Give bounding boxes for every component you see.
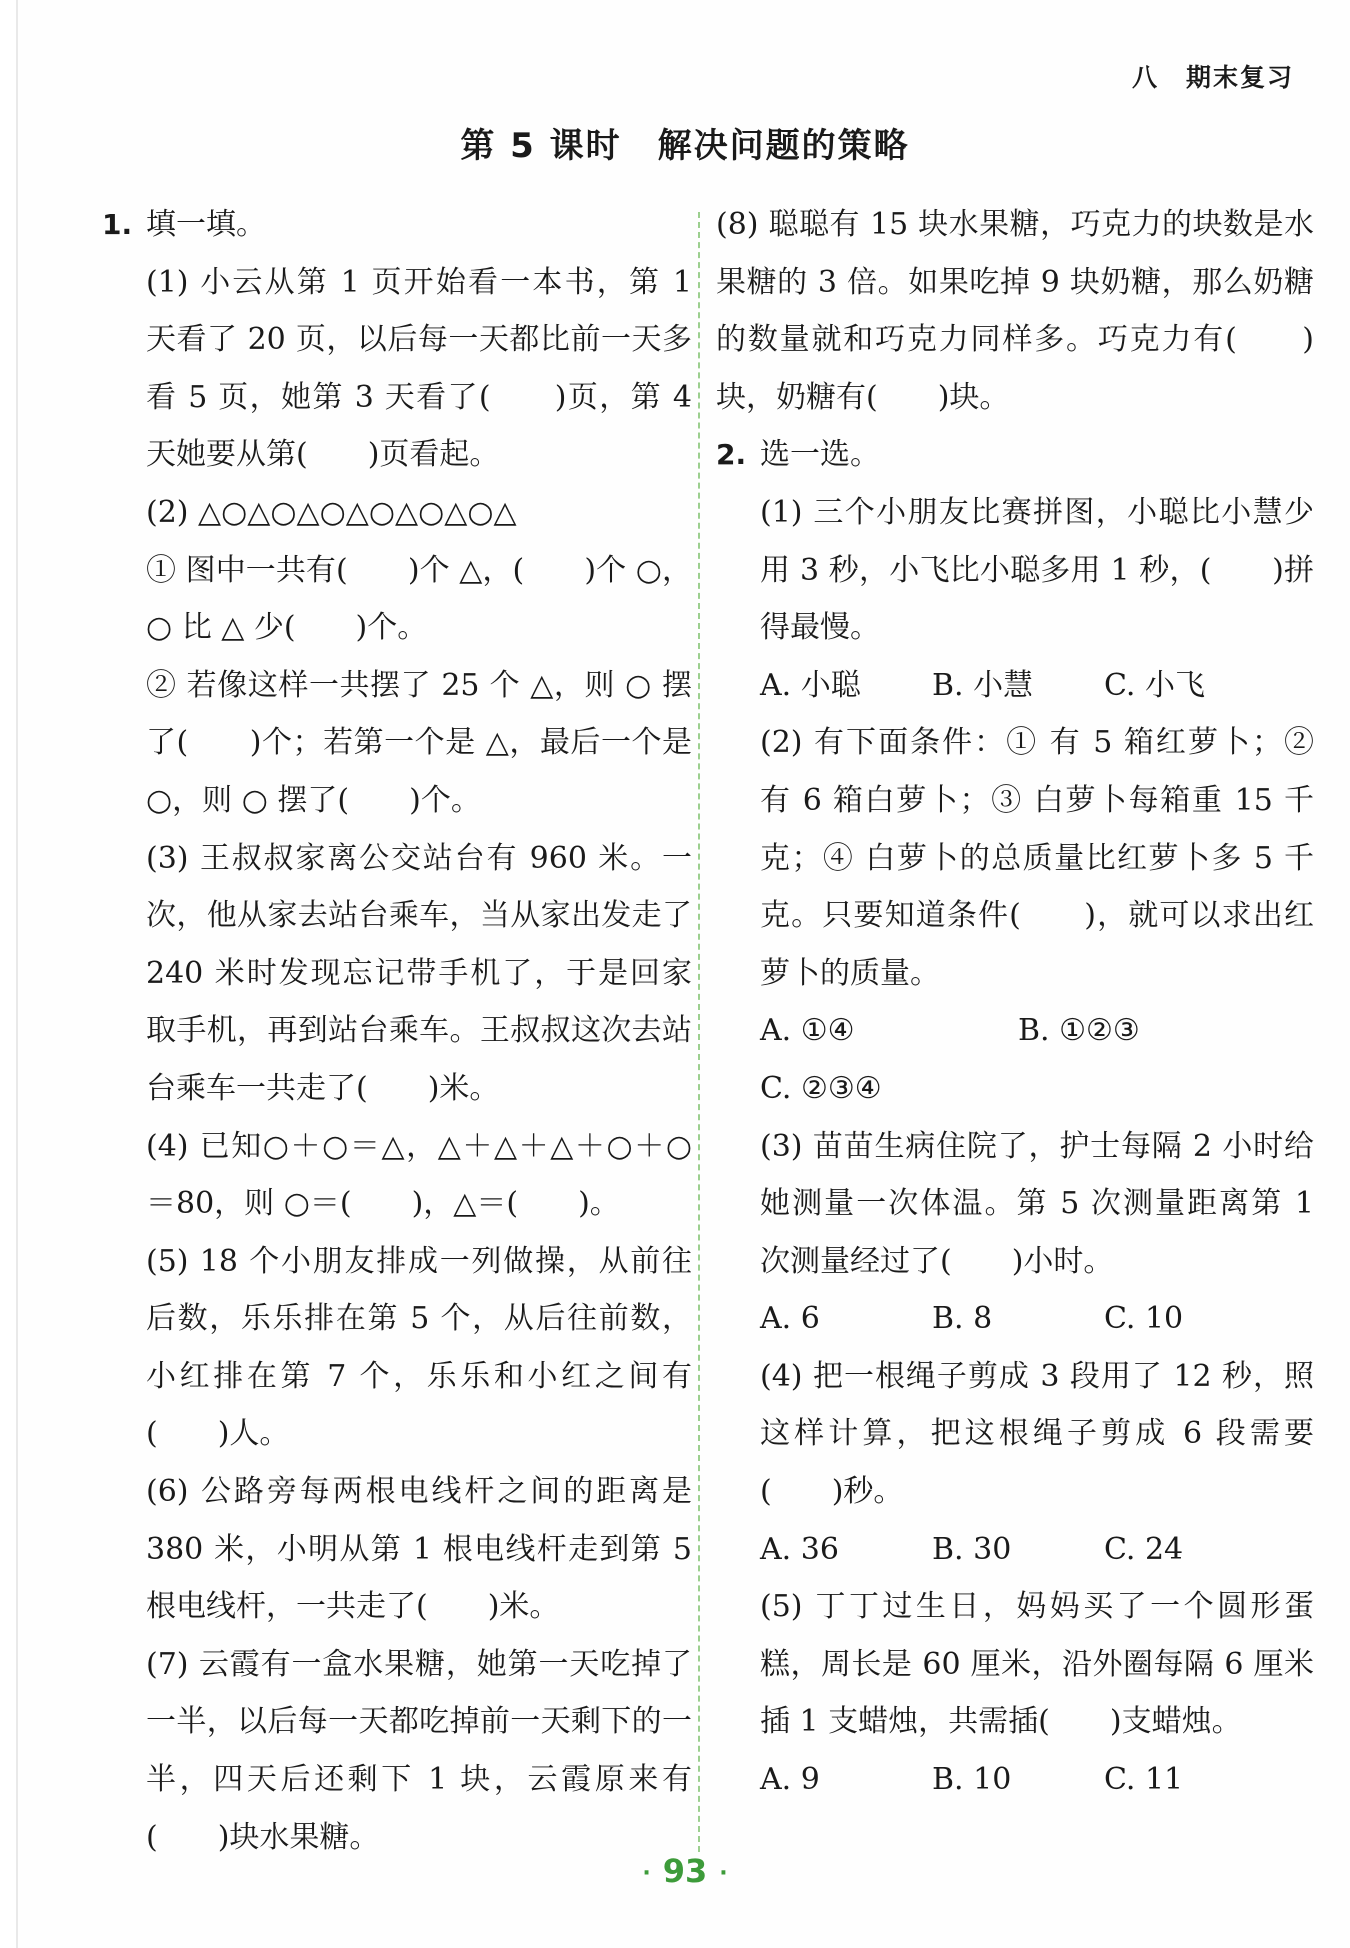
option-b: B. 10 [932,1762,1012,1798]
question-number: 2. [716,438,747,472]
page-title: 第 5 课时 解决问题的策略 [460,126,910,166]
workbook-page [16,0,1350,1948]
right-column [716,196,1314,1809]
q2-item-1: (1) 三个小朋友比赛拼图，小聪比小慧少用 3 秒，小飞比小聪多用 1 秒，( )拼得最慢。 [760,494,1314,646]
q2-item-4-options [760,1521,1314,1579]
question-number: 1. [102,208,133,241]
option-b: B. 30 [932,1531,1012,1567]
option-b: B. ①②③ [1018,1013,1140,1049]
q2-item-1-options [760,657,1314,715]
option-a: A. ①④ [760,1013,855,1049]
option-b: B. 8 [932,1301,993,1337]
q1-item-2-part-2: ② 若像这样一共摆了 25 个 △，则 ○ 摆了( )个；若第一个是 △，最后一个是 ○，则 ○ 摆了( )个。 [146,667,692,818]
option-c: C. 10 [1104,1301,1184,1337]
page-number [18,1852,1350,1890]
option-a: A. 小聪 [760,667,861,703]
q2-item-3: (3) 苗苗生病住院了，护士每隔 2 小时给她测量一次体温。第 5 次测量距离第 1 次测量经过了( )小时。 [760,1128,1314,1279]
question-2-heading [716,426,1314,484]
option-c: C. ②③④ [760,1070,882,1106]
section-header: 八 期末复习 [1131,63,1294,92]
q1-item-2-part-1: ① 图中一共有( )个 △，( )个 ○，○ 比 △ 少( )个。 [146,552,692,646]
option-c: C. 小飞 [1104,667,1205,703]
q2-item-2: (2) 有下面条件：① 有 5 箱红萝卜；② 有 6 箱白萝卜；③ 白萝卜每箱重 15 千克；④ 白萝卜的总质量比红萝卜多 5 千克。只要知道条件( )，就可以求出红萝卜的质量。 [760,725,1314,991]
option-b: B. 小慧 [932,667,1034,703]
option-a: A. 36 [760,1531,839,1567]
q2-item-2-options [760,1002,1314,1060]
column-divider [698,212,700,1852]
option-c: C. 11 [1104,1762,1184,1798]
q2-item-2-options-row-2 [760,1060,1314,1118]
question-1-heading [102,196,692,254]
q1-item-7: (7) 云霞有一盒水果糖，她第一天吃掉了一半，以后每一天都吃掉前一天剩下的一半，四天后还剩下 1 块，云霞原来有( )块水果糖。 [146,1646,692,1855]
q2-item-3-options [760,1290,1314,1348]
question-title: 选一选。 [760,437,880,473]
option-a: A. 6 [760,1301,820,1337]
dot-icon: · [642,1860,651,1886]
option-a: A. 9 [760,1762,820,1798]
q1-item-8: (8) 聪聪有 15 块水果糖，巧克力的块数是水果糖的 3 倍。如果吃掉 9 块奶糖，那么奶糖的数量就和巧克力同样多。巧克力有( )块，奶糖有( )块。 [716,207,1314,415]
q1-item-6: (6) 公路旁每两根电线杆之间的距离是 380 米，小明从第 1 根电线杆走到第 5 根电线杆，一共走了( )米。 [146,1474,692,1625]
q1-item-1: (1) 小云从第 1 页开始看一本书，第 1 天看了 20 页，以后每一天都比前一天多看 5 页，她第 3 天看了( )页，第 4 天她要从第( )页看起。 [146,264,692,473]
q2-item-5-options [760,1751,1314,1809]
q2-item-5: (5) 丁丁过生日，妈妈买了一个圆形蛋糕，周长是 60 厘米，沿外圈每隔 6 厘米插 1 支蜡烛，共需插( )支蜡烛。 [760,1589,1314,1740]
option-c: C. 24 [1104,1531,1184,1567]
q1-item-2-pattern: (2) △○△○△○△○△○△○△ [146,494,517,530]
q2-item-4: (4) 把一根绳子剪成 3 段用了 12 秒，照这样计算，把这根绳子剪成 6 段需要( )秒。 [760,1358,1314,1510]
question-title: 填一填。 [146,207,266,242]
q1-item-4: (4) 已知○＋○＝△，△＋△＋△＋○＋○＝80，则 ○＝( )，△＝( )。 [146,1128,692,1222]
page-number-text: 93 [662,1852,708,1890]
left-column [102,196,692,1866]
dot-icon: · [719,1860,728,1886]
q1-item-3: (3) 王叔叔家离公交站台有 960 米。一次，他从家去站台乘车，当从家出发走了 240 米时发现忘记带手机了，于是回家取手机，再到站台乘车。王叔叔这次去站台乘车一共走了( )米。 [146,840,692,1106]
q1-item-5: (5) 18 个小朋友排成一列做操，从前往后数，乐乐排在第 5 个，从后往前数，小红排在第 7 个，乐乐和小红之间有( )人。 [146,1243,692,1452]
